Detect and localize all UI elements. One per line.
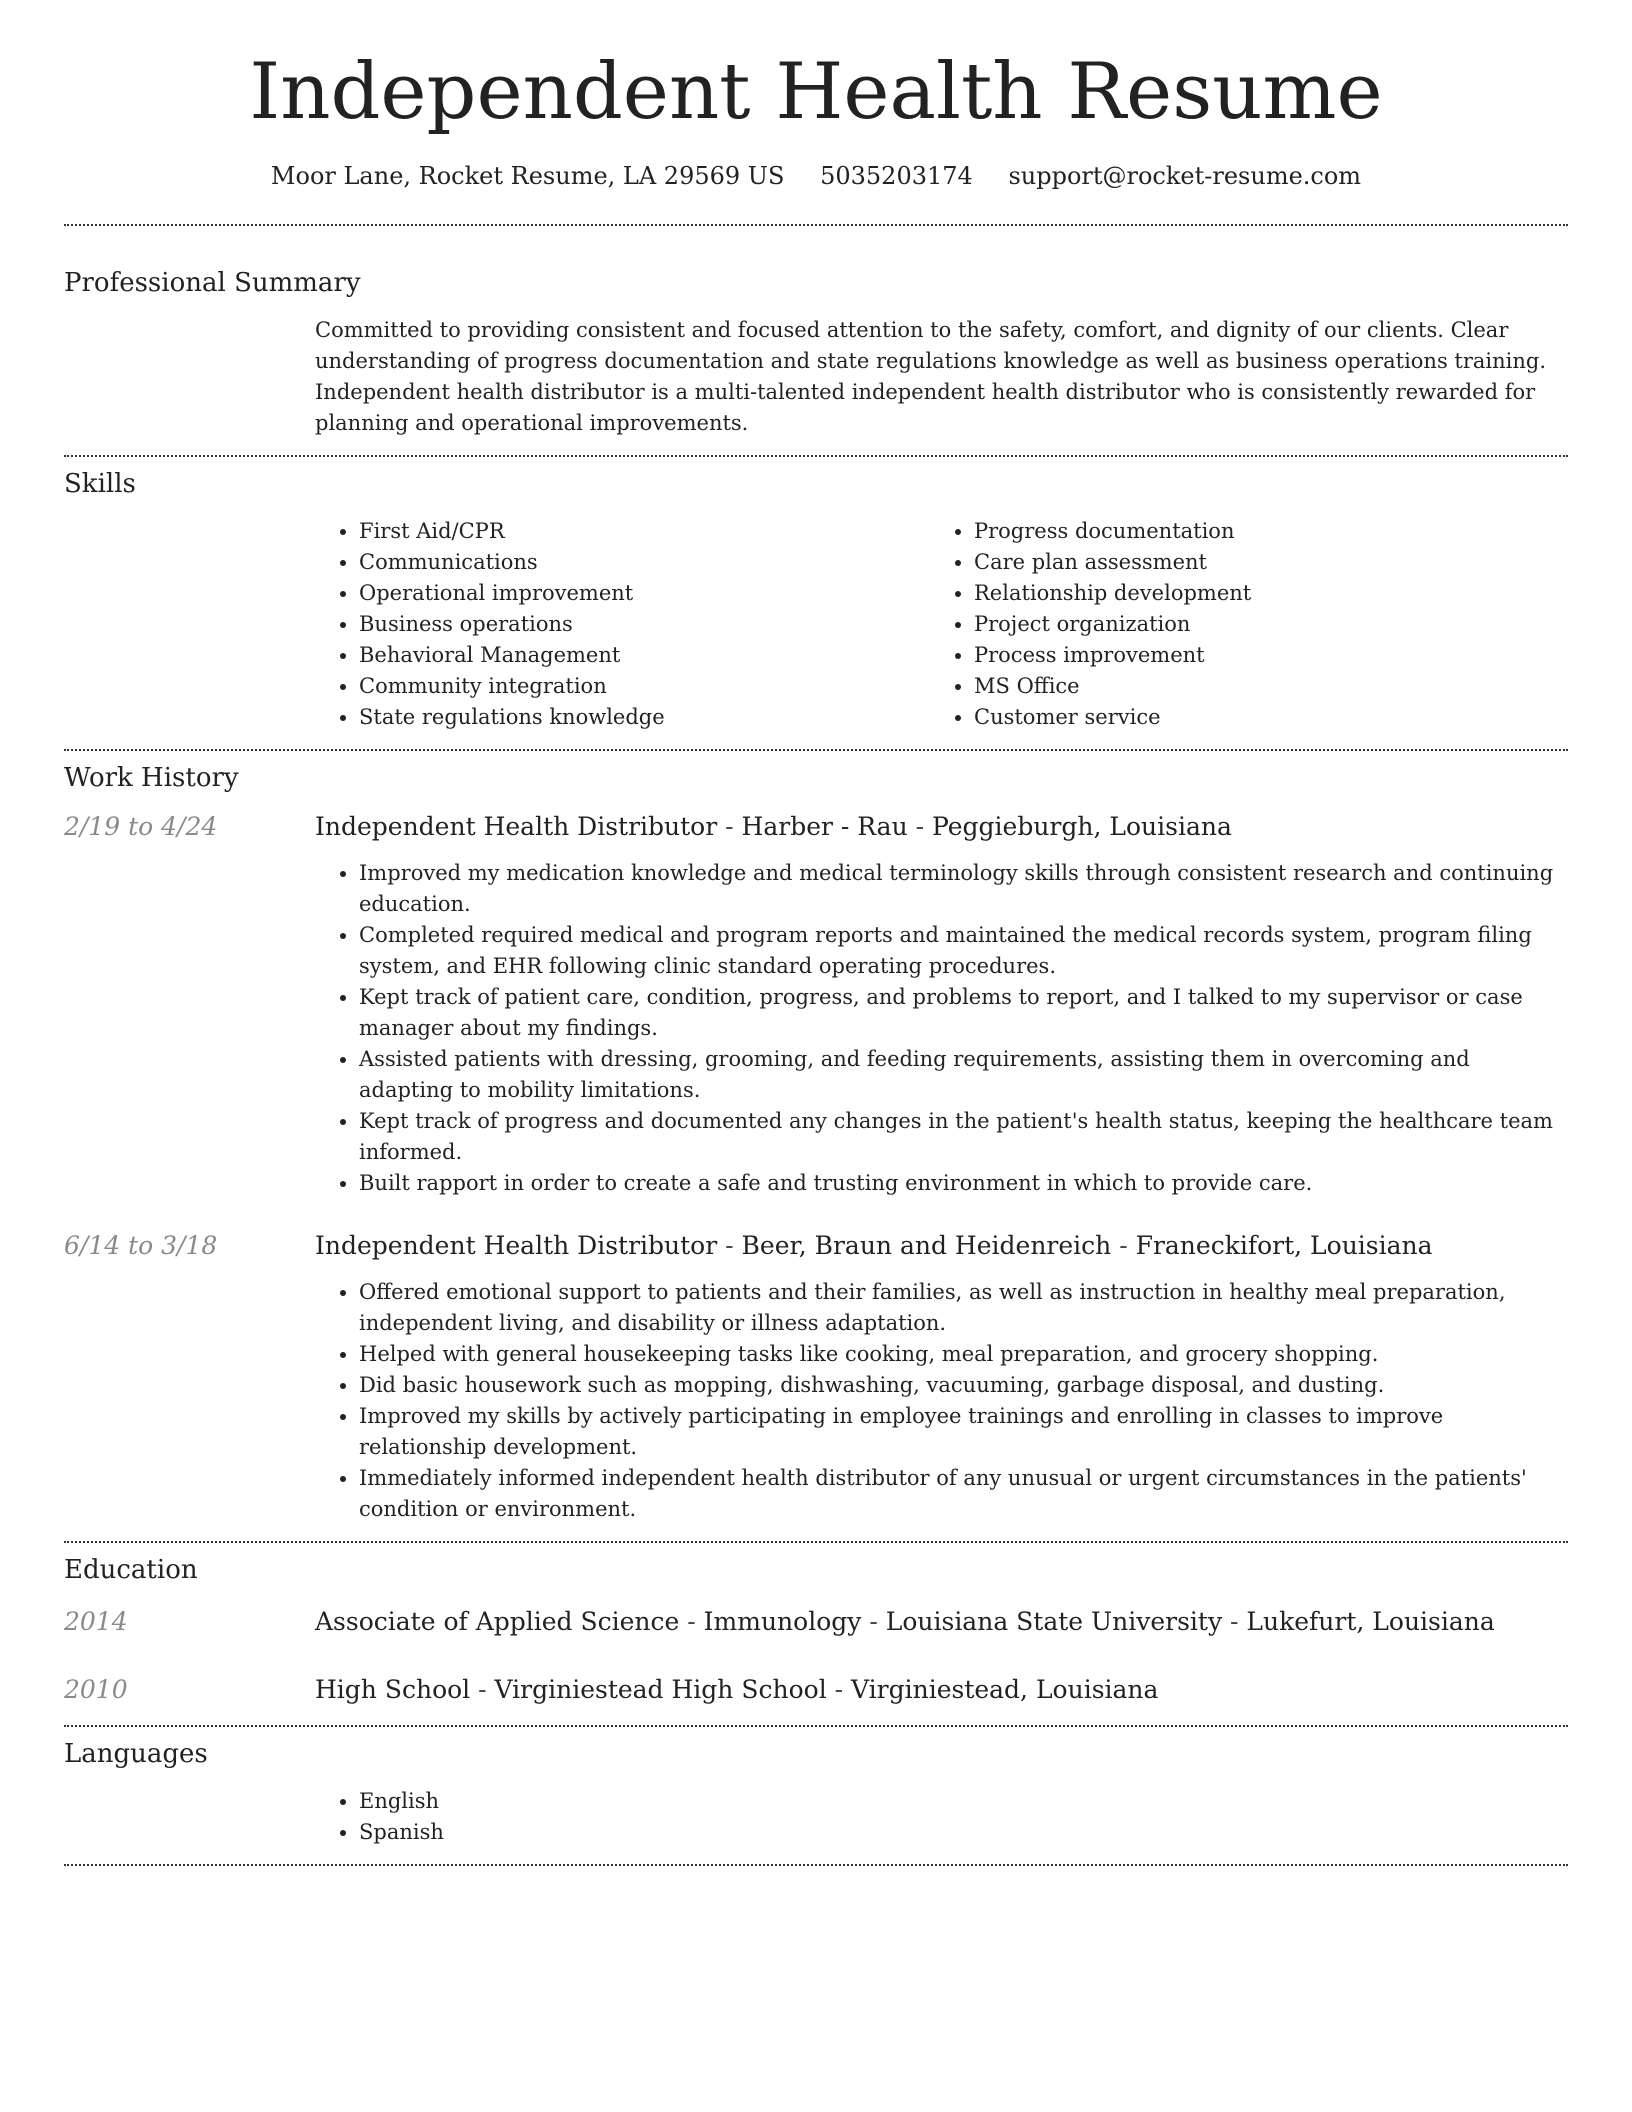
divider [64,749,1568,751]
skill-item: • State regulations knowledge [359,702,930,733]
resume-page [64,0,1568,1866]
job-bullet: • Offered emotional support to patients and their families, as well as instruction in healthy meal preparation, independent living, and disability or illness adaptation. [359,1277,1568,1339]
skills-section [64,469,1568,733]
section-title-summary: Professional Summary [64,267,361,298]
education-degree: High School [315,1674,471,1704]
education-heading [315,1605,1568,1639]
separator: - [826,1674,852,1704]
divider [64,224,1568,226]
work-section [64,763,1568,1525]
education-location: Lukefurt, Louisiana [1246,1606,1495,1636]
education-entry [64,1673,1568,1707]
separator: - [717,812,742,842]
education-entry [64,1605,1568,1639]
job-bullets [315,858,1568,1199]
divider [64,1541,1568,1543]
skills-column-right [930,516,1545,733]
job-bullet: • Built rapport in order to create a safe and trusting environment in which to provide care. [359,1168,1568,1199]
job-heading [315,1229,1568,1263]
skill-item: • Communications [359,547,930,578]
skill-item: • Progress documentation [974,516,1545,547]
skills-list-right [930,516,1545,733]
separator: - [861,1606,886,1636]
job-dates: 2/19 to 4/24 [64,812,218,842]
skills-grid [315,516,1568,733]
job-role: Independent Health Distributor [315,1231,718,1261]
job-bullet: • Did basic housework such as mopping, dishwashing, vacuuming, garbage disposal, and dusting. [359,1370,1568,1401]
summary-content [315,315,1568,439]
job-location: Franeckifort, Louisiana [1135,1231,1433,1261]
summary-section [64,268,1568,439]
languages-content [315,1786,1568,1848]
skill-item: • MS Office [974,671,1545,702]
divider [64,455,1568,457]
languages-section [64,1739,1568,1848]
job-bullet: • Kept track of progress and documented any changes in the patient's health status, keeping the healthcare team informed. [359,1106,1568,1168]
skills-list-left [315,516,930,733]
skill-item: • First Aid/CPR [359,516,930,547]
job-bullet: • Immediately informed independent health distributor of any unusual or urgent circumstances in the patients' condition or environment. [359,1463,1568,1525]
language-item: • English [359,1786,1568,1817]
job-details [315,858,1568,1199]
job-entry [64,810,1568,1199]
job-bullet: • Completed required medical and program reports and maintained the medical records system, program filing system, and EHR following clinic standard operating procedures. [359,920,1568,982]
contact-email: support@rocket-resume.com [1008,161,1362,190]
job-bullet: • Improved my medication knowledge and medical terminology skills through consistent research and continuing education. [359,858,1568,920]
job-company: Beer, Braun and Heidenreich [741,1231,1112,1261]
job-bullet: • Assisted patients with dressing, grooming, and feeding requirements, assisting them in overcoming and adapting to mobility limitations. [359,1044,1568,1106]
separator: - [907,812,933,842]
section-title-languages: Languages [64,1738,208,1769]
language-item: • Spanish [359,1817,1568,1848]
skill-item: • Process improvement [974,640,1545,671]
job-location: Peggieburgh, Louisiana [932,812,1232,842]
education-school: Louisiana State University [885,1606,1223,1636]
separator: - [679,1606,704,1636]
separator: - [1222,1606,1247,1636]
divider [64,1864,1568,1866]
skill-item: • Customer service [974,702,1545,733]
education-section [64,1555,1568,1706]
education-location: Virginiestead, Louisiana [851,1674,1159,1704]
separator: - [717,1231,742,1261]
skill-item: • Operational improvement [359,578,930,609]
skill-item: • Relationship development [974,578,1545,609]
skill-item: • Business operations [359,609,930,640]
languages-list [315,1786,1568,1848]
divider [64,1725,1568,1727]
education-school: Virginiestead High School [494,1674,827,1704]
job-dates: 6/14 to 3/18 [64,1231,218,1261]
education-degree: Associate of Applied Science [315,1606,680,1636]
education-year: 2010 [64,1674,128,1704]
job-bullet: • Helped with general housekeeping tasks like cooking, meal preparation, and grocery shopping. [359,1339,1568,1370]
section-title-work: Work History [64,763,239,794]
job-bullet: • Improved my skills by actively participating in employee trainings and enrolling in classes to improve relationship development. [359,1401,1568,1463]
job-entry [64,1229,1568,1525]
contact-address: Moor Lane, Rocket Resume, LA 29569 US [270,161,785,190]
education-field: Immunology [703,1606,862,1636]
job-bullets [315,1277,1568,1525]
separator: - [1111,1231,1136,1261]
job-heading [315,810,1568,844]
resume-title: Independent Health Resume [249,47,1383,137]
job-company: Harber - Rau [741,812,908,842]
contact-line [64,162,1568,190]
summary-text: Committed to providing consistent and focused attention to the safety, comfort, and dignity of our clients. Clear understanding of progress documentation and state regulations knowledge as well as business operations training. Independent health distributor is a multi-talented independent health distributor who is consistently rewarded for planning and operational improvements. [315,317,1547,435]
contact-phone: 5035203174 [820,161,973,190]
education-heading [315,1673,1568,1707]
job-details [315,1277,1568,1525]
job-role: Independent Health Distributor [315,812,718,842]
separator: - [470,1674,495,1704]
section-title-education: Education [64,1555,198,1586]
section-title-skills: Skills [64,468,136,499]
skill-item: • Project organization [974,609,1545,640]
education-year: 2014 [64,1606,128,1636]
skill-item: • Behavioral Management [359,640,930,671]
skill-item: • Care plan assessment [974,547,1545,578]
skills-column-left [315,516,930,733]
job-bullet: • Kept track of patient care, condition, progress, and problems to report, and I talked to my supervisor or case manager about my findings. [359,982,1568,1044]
skill-item: • Community integration [359,671,930,702]
